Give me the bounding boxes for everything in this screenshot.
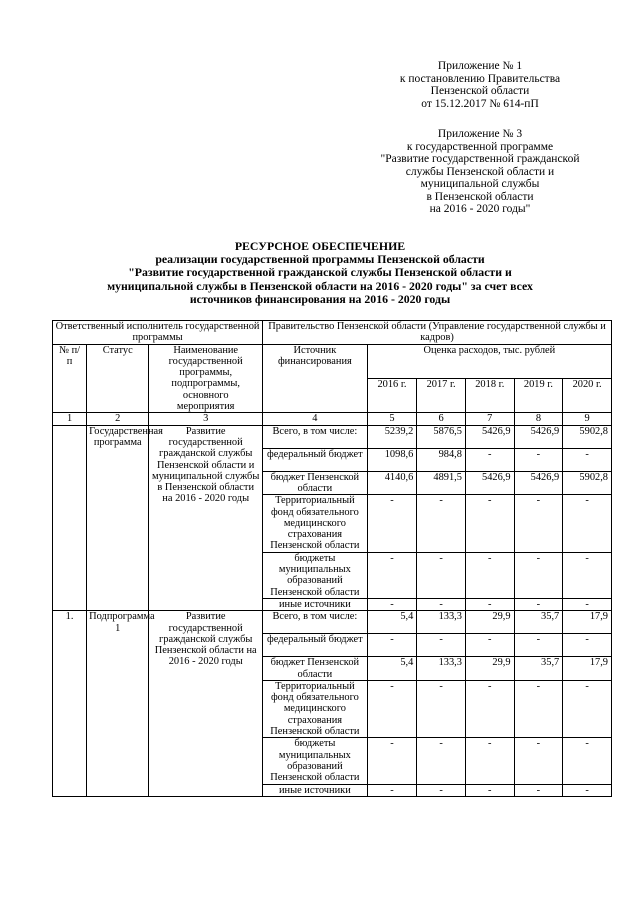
row-status: Подпрограмма 1 xyxy=(87,611,149,797)
funding-source: бюджет Пензенской области xyxy=(263,657,368,681)
amount-cell: - xyxy=(417,680,466,737)
appendix-3-line: к государственной программе xyxy=(406,140,554,153)
amount-cell: - xyxy=(563,634,612,657)
amount-cell: 1098,6 xyxy=(367,448,417,471)
column-index: 2 xyxy=(87,413,149,425)
amount-cell: 5239,2 xyxy=(367,425,417,448)
amount-cell: - xyxy=(514,738,563,784)
year-header: 2020 г. xyxy=(563,378,612,412)
column-index: 6 xyxy=(417,413,466,425)
amount-cell: - xyxy=(417,738,466,784)
amount-cell: 5902,8 xyxy=(563,425,612,448)
amount-cell: - xyxy=(465,495,514,552)
row-number: 1. xyxy=(53,611,87,797)
amount-cell: - xyxy=(465,448,514,471)
funding-source: иные источники xyxy=(263,784,368,796)
column-index: 1 xyxy=(53,413,87,425)
amount-cell: - xyxy=(514,598,563,610)
amount-cell: - xyxy=(514,634,563,657)
amount-cell: - xyxy=(417,495,466,552)
amount-cell: - xyxy=(563,680,612,737)
amount-cell: 984,8 xyxy=(417,448,466,471)
amount-cell: - xyxy=(367,634,417,657)
amount-cell: - xyxy=(563,448,612,471)
amount-cell: 5426,9 xyxy=(514,425,563,448)
amount-cell: - xyxy=(367,552,417,598)
amount-cell: - xyxy=(367,598,417,610)
title-line: РЕСУРСНОЕ ОБЕСПЕЧЕНИЕ xyxy=(234,239,406,253)
funding-source: бюджет Пензенской области xyxy=(263,471,368,495)
responsible-value: Правительство Пензенской области (Управление государственной службы и кадров) xyxy=(263,321,612,345)
column-index: 4 xyxy=(263,413,368,425)
funding-source: федеральный бюджет xyxy=(263,634,368,657)
amount-cell: 5426,9 xyxy=(514,471,563,495)
funding-source: Всего, в том числе: xyxy=(263,611,368,634)
funding-source: федеральный бюджет xyxy=(263,448,368,471)
funding-source: бюджеты муниципальных образований Пензенской области xyxy=(263,552,368,598)
amount-cell: - xyxy=(465,598,514,610)
header-row-1 xyxy=(53,344,612,378)
title-line: "Развитие государственной гражданской службы Пензенской области и xyxy=(128,265,512,280)
amount-cell: - xyxy=(465,784,514,796)
funding-source: иные источники xyxy=(263,598,368,610)
appendix-3-line: на 2016 - 2020 годы" xyxy=(429,203,531,215)
col-status-header: Статус xyxy=(87,344,149,413)
funding-source: Территориальный фонд обязательного медицинского страхования Пензенской области xyxy=(263,680,368,737)
amount-cell: - xyxy=(367,680,417,737)
document-title xyxy=(40,240,600,306)
amount-cell: 35,7 xyxy=(514,611,563,634)
amount-cell: - xyxy=(514,552,563,598)
appendix-1-block xyxy=(390,60,570,110)
row-number xyxy=(53,425,87,611)
amount-cell: 17,9 xyxy=(563,657,612,681)
amount-cell: - xyxy=(417,784,466,796)
amount-cell: 5876,5 xyxy=(417,425,466,448)
appendix-3-line: Приложение № 3 xyxy=(437,128,523,140)
amount-cell: 5,4 xyxy=(367,657,417,681)
responsible-row xyxy=(53,321,612,345)
year-header: 2019 г. xyxy=(514,378,563,412)
amount-cell: 5426,9 xyxy=(465,425,514,448)
amount-cell: - xyxy=(465,634,514,657)
amount-cell: - xyxy=(367,784,417,796)
title-line: источников финансирования на 2016 - 2020 годы xyxy=(189,291,451,306)
amount-cell: - xyxy=(514,448,563,471)
column-index-row xyxy=(53,413,612,425)
amount-cell: 5902,8 xyxy=(563,471,612,495)
responsible-label: Ответственный исполнитель государственной программы xyxy=(53,321,263,345)
amount-cell: - xyxy=(465,680,514,737)
amount-cell: 133,3 xyxy=(417,611,466,634)
column-index: 8 xyxy=(514,413,563,425)
table-row xyxy=(53,425,612,448)
amount-cell: - xyxy=(514,680,563,737)
amount-cell: 133,3 xyxy=(417,657,466,681)
amount-cell: 29,9 xyxy=(465,611,514,634)
amount-cell: - xyxy=(367,738,417,784)
amount-cell: 17,9 xyxy=(563,611,612,634)
col-name-header: Наименование государственной программы, подпрограммы, основного мероприятия xyxy=(149,344,263,413)
row-status: Государственная программа xyxy=(87,425,149,611)
resource-table xyxy=(52,320,612,797)
funding-source: Территориальный фонд обязательного медицинского страхования Пензенской области xyxy=(263,495,368,552)
column-index: 3 xyxy=(149,413,263,425)
col-number-header: № п/п xyxy=(53,344,87,413)
amount-cell: 4891,5 xyxy=(417,471,466,495)
amount-cell: - xyxy=(563,495,612,552)
amount-cell: - xyxy=(417,598,466,610)
amount-cell: - xyxy=(514,495,563,552)
column-index: 5 xyxy=(367,413,417,425)
column-index: 7 xyxy=(465,413,514,425)
funding-source: бюджеты муниципальных образований Пензенской области xyxy=(263,738,368,784)
amount-cell: - xyxy=(465,738,514,784)
appendix-1-line: к постановлению Правительства xyxy=(399,72,561,85)
amount-cell: - xyxy=(563,784,612,796)
appendix-3-line: в Пензенской области xyxy=(426,190,534,203)
amount-cell: - xyxy=(563,598,612,610)
appendix-1-line: от 15.12.2017 № 614-пП xyxy=(421,97,539,110)
table-row xyxy=(53,611,612,634)
appendix-3-line: службы Пензенской области и xyxy=(405,165,555,178)
amount-cell: 35,7 xyxy=(514,657,563,681)
amount-cell: - xyxy=(417,634,466,657)
amount-cell: 29,9 xyxy=(465,657,514,681)
year-header: 2017 г. xyxy=(417,378,466,412)
funding-source: Всего, в том числе: xyxy=(263,425,368,448)
title-line: муниципальной службы в Пензенской области на 2016 - 2020 годы" за счет всех xyxy=(107,278,533,293)
amount-cell: - xyxy=(465,552,514,598)
amount-cell: 4140,6 xyxy=(367,471,417,495)
appendix-1-line: Приложение № 1 xyxy=(437,60,523,72)
title-line: реализации государственной программы Пензенской области xyxy=(155,252,485,267)
amount-cell: 5426,9 xyxy=(465,471,514,495)
amount-cell: - xyxy=(417,552,466,598)
year-header: 2016 г. xyxy=(367,378,417,412)
year-header: 2018 г. xyxy=(465,378,514,412)
amount-cell: 5,4 xyxy=(367,611,417,634)
appendix-1-line: Пензенской области xyxy=(430,85,530,97)
amount-cell: - xyxy=(514,784,563,796)
col-source-header: Источник финансирования xyxy=(263,344,368,413)
column-index: 9 xyxy=(563,413,612,425)
row-program-name: Развитие государственной гражданской службы Пензенской области на 2016 - 2020 годы xyxy=(149,611,263,797)
amount-cell: - xyxy=(563,738,612,784)
appendix-3-line: муниципальной службы xyxy=(420,178,540,190)
col-estimate-header: Оценка расходов, тыс. рублей xyxy=(367,344,611,378)
appendix-3-block xyxy=(360,128,600,216)
amount-cell: - xyxy=(563,552,612,598)
amount-cell: - xyxy=(367,495,417,552)
appendix-3-line: "Развитие государственной гражданской xyxy=(380,153,580,165)
row-program-name: Развитие государственной гражданской службы Пензенской области и муниципальной службы в Пензенской области на 2016 - 2020 годы xyxy=(149,425,263,611)
